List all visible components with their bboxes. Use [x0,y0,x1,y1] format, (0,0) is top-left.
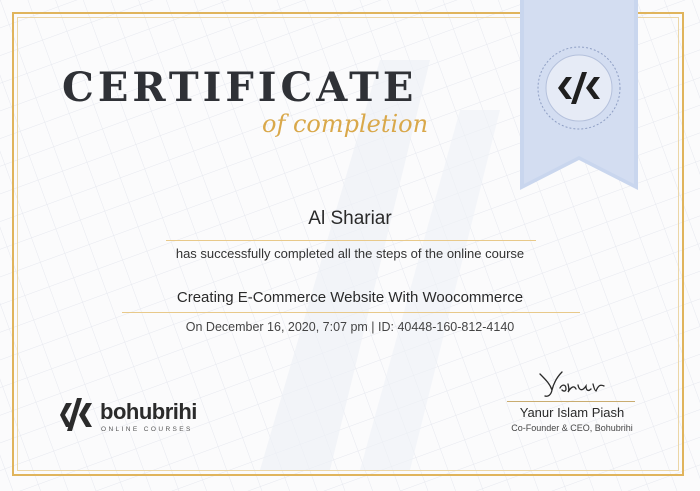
brand-name: bohubrihi [100,399,197,424]
completion-statement: has successfully completed all the steps of the online course [175,246,525,261]
signatory-name: Yanur Islam Piash [519,405,625,420]
course-name: Creating E-Commerce Website With Woocommerce [176,289,524,306]
brand-tagline: ONLINE COURSES [101,426,193,433]
signature-line [507,401,635,402]
signatory-title: Co-Founder & CEO, Bohubrihi [511,423,633,433]
handwritten-signature [538,370,608,398]
certificate-subtitle: of completion [262,110,429,138]
certificate-title: CERTIFICATE [62,64,418,111]
course-underline [122,312,580,313]
name-underline [166,240,536,241]
award-ribbon [520,0,638,190]
completion-date-id: On December 16, 2020, 7:07 pm | ID: 40448-160-812-4140 [185,320,515,334]
recipient-name: Al Shariar [308,208,392,229]
